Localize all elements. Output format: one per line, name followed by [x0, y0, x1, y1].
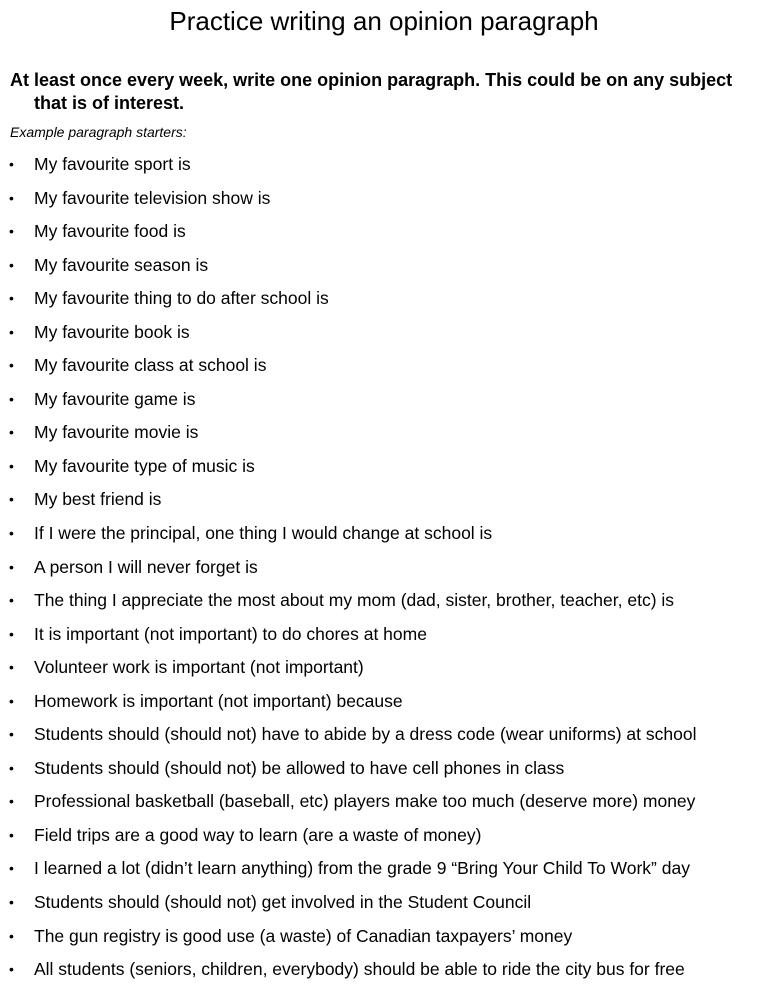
- bullet-icon: •: [9, 323, 14, 340]
- list-item-text: Students should (should not) be allowed to have cell phones in class: [34, 757, 565, 778]
- list-item: [0, 282, 768, 316]
- bullet-icon: •: [9, 424, 14, 441]
- list-item: [0, 249, 768, 283]
- list-item: [0, 618, 768, 652]
- list-item: [0, 685, 768, 719]
- list-item: [0, 517, 768, 551]
- list-item: [0, 651, 768, 685]
- bullet-icon: •: [9, 457, 14, 474]
- bullet-icon: •: [9, 726, 14, 743]
- list-item: [0, 718, 768, 752]
- list-item: [0, 182, 768, 216]
- bullet-icon: •: [9, 156, 14, 172]
- list-item-text: A person I will never forget is: [34, 556, 258, 577]
- list-item: [0, 819, 768, 853]
- bullet-icon: •: [9, 692, 14, 709]
- list-item: [0, 416, 768, 450]
- list-item-text: If I were the principal, one thing I would change at school is: [34, 523, 493, 544]
- list-item: [0, 383, 768, 417]
- list-item-text: Homework is important (not important) because: [34, 690, 403, 711]
- list-item-text: My favourite movie is: [34, 422, 199, 443]
- bullet-icon: •: [9, 256, 14, 273]
- page-title: Practice writing an opinion paragraph: [169, 6, 599, 36]
- list-item: [0, 920, 768, 954]
- bullet-icon: •: [9, 189, 14, 206]
- starter-list: [0, 148, 768, 987]
- list-item-text: All students (seniors, children, everybody) should be able to ride the city bus for free: [34, 959, 685, 980]
- list-item: [0, 584, 768, 618]
- list-item: [0, 483, 768, 517]
- list-item: [0, 349, 768, 383]
- bullet-icon: •: [9, 390, 14, 407]
- bullet-icon: •: [9, 558, 14, 575]
- bullet-icon: •: [9, 659, 14, 676]
- list-item: [0, 551, 768, 585]
- list-item-text: My favourite season is: [34, 254, 209, 275]
- list-item: [0, 215, 768, 249]
- bullet-icon: •: [9, 894, 14, 911]
- bullet-icon: •: [9, 793, 14, 810]
- list-item: [0, 450, 768, 484]
- bullet-icon: •: [9, 759, 14, 776]
- list-item-text: My best friend is: [34, 489, 162, 510]
- list-item-text: Students should (should not) get involved in the Student Council: [34, 892, 532, 913]
- list-item-text: My favourite thing to do after school is: [34, 288, 329, 309]
- list-item-text: Volunteer work is important (not important): [34, 657, 364, 678]
- list-item-text: I learned a lot (didn’t learn anything) from the grade 9 “Bring Your Child To Work” day: [34, 858, 690, 879]
- list-item-text: My favourite type of music is: [34, 455, 255, 476]
- bullet-icon: •: [9, 961, 14, 978]
- list-item: [0, 316, 768, 350]
- list-item: [0, 785, 768, 819]
- list-item-text: My favourite food is: [34, 221, 186, 242]
- bullet-icon: •: [9, 826, 14, 843]
- list-item-text: My favourite sport is: [34, 154, 191, 174]
- bullet-icon: •: [9, 927, 14, 944]
- bullet-icon: •: [9, 357, 14, 374]
- list-item-text: My favourite class at school is: [34, 355, 267, 376]
- list-item-text: The thing I appreciate the most about my mom (dad, sister, brother, teacher, etc) is: [34, 590, 675, 611]
- bullet-icon: •: [9, 625, 14, 642]
- bullet-icon: •: [9, 223, 14, 240]
- list-item: [0, 953, 768, 987]
- list-item: [0, 852, 768, 886]
- bullet-icon: •: [9, 525, 14, 542]
- list-item: [0, 148, 768, 182]
- list-item-text: My favourite book is: [34, 321, 190, 342]
- bullet-icon: •: [9, 491, 14, 508]
- list-item-text: Professional basketball (baseball, etc) players make too much (deserve more) money: [34, 791, 696, 812]
- list-item: [0, 752, 768, 786]
- instructions-paragraph: At least once every week, write one opinion paragraph. This could be on any subject that is of interest.: [10, 70, 733, 113]
- starters-caption: Example paragraph starters:: [10, 124, 187, 140]
- list-item-text: My favourite game is: [34, 388, 196, 409]
- list-item-text: The gun registry is good use (a waste) of Canadian taxpayers’ money: [34, 925, 573, 946]
- bullet-icon: •: [9, 290, 14, 307]
- list-item-text: Students should (should not) have to abide by a dress code (wear uniforms) at school: [34, 724, 697, 745]
- list-item: [0, 886, 768, 920]
- list-item-text: Field trips are a good way to learn (are a waste of money): [34, 824, 482, 845]
- list-item-text: My favourite television show is: [34, 187, 271, 208]
- bullet-icon: •: [9, 592, 14, 609]
- list-item-text: It is important (not important) to do chores at home: [34, 623, 427, 644]
- bullet-icon: •: [9, 860, 14, 877]
